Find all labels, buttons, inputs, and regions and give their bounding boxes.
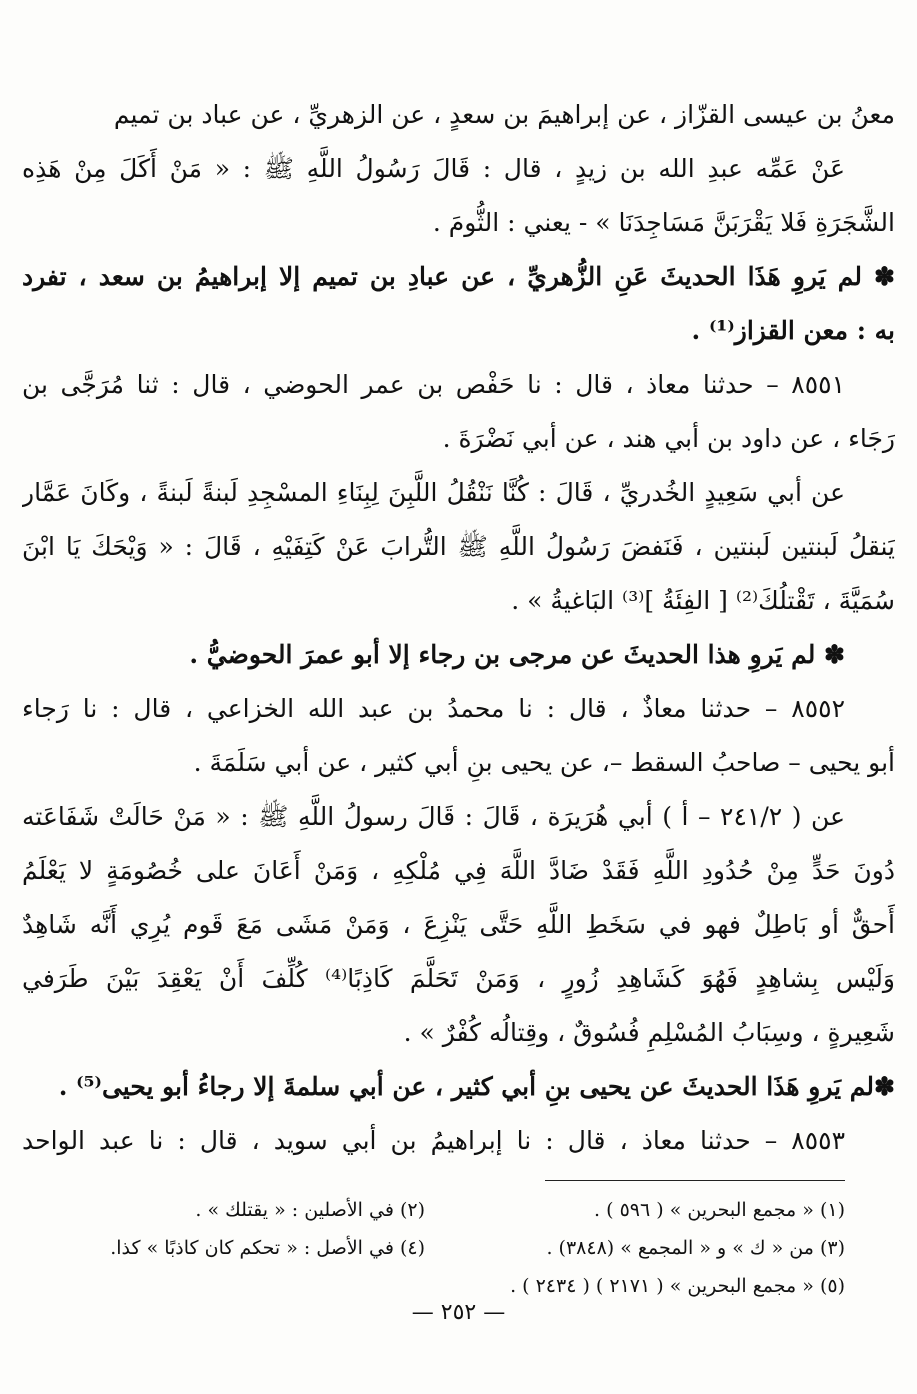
footnote-divider [545, 1180, 845, 1181]
footnote: (٥) « مجمع البحرين » ( ٢١٧١ ) ( ٢٤٣٤ ) . [510, 1275, 845, 1297]
text-line: معنُ بن عيسى القزّاز ، عن إبراهيمَ بن سعدٍ ، عن الزهريِّ ، عن عباد بن تميم [113, 100, 895, 129]
footnote: (٤) في الأصل : « تحكم كان كاذبًا » كذا. [110, 1237, 425, 1259]
text-line: أبو يحيى – صاحبُ السقط –، عن يحيى بنِ أبي كثير ، عن أبي سَلَمَةَ . [193, 748, 895, 777]
text-line: رَجَاء ، عن داود بن أبي هند ، عن أبي نَضْرَةَ . [442, 424, 895, 453]
main-text [22, 88, 895, 1168]
text-line: وَلَيْس بِشاهِدٍ فَهُوَ كَشَاهِدِ زُورٍ ، وَمَنْ تَحَلَّمَ كَاذِبًا⁽⁴⁾ كُلِّفَ أَنْ يَعْقِدَ بَيْنَ طَرَفي [22, 964, 895, 993]
text-line: عن أبي سَعِيدٍ الخُدريِّ ، قَالَ : كُنَّا نَنْقُلُ اللَّبِنَ لِبِنَاءِ المسْجِدِ لَبنةً لَبنةً ، وكَانَ عَمَّار [22, 478, 845, 507]
footnote-row [22, 1229, 895, 1267]
page-number: — ٢٥٢ — [411, 1300, 506, 1325]
text-line: عَنْ عَمِّه عبدِ الله بن زيدٍ ، قال : قَالَ رَسُولُ اللَّهِ ﷺ : « مَنْ أَكَلَ مِنْ هَذِه [22, 154, 845, 183]
text-line: ٨٥٥١ – حدثنا معاذ ، قال : نا حَفْص بن عمر الحوضي ، قال : ثنا مُرَجَّى بن [22, 370, 845, 399]
text-line: ٨٥٥٢ – حدثنا معاذٌ ، قال : نا محمدُ بن عبد الله الخزاعي ، قال : نا رَجاء [22, 694, 845, 723]
footnote-row [22, 1191, 895, 1229]
text-line: ✽ لم يَروِ هذا الحديثَ عن مرجى بن رجاء إلا أبو عمرَ الحوضيُّ . [189, 640, 845, 669]
text-line: أَحقٌّ أو بَاطِلٌ فهو في سَخَطِ اللَّهِ حَتَّى يَنْزِعَ ، وَمَنْ مَشَى مَعَ قَوم يُرِي أَنَّه شَاهِدٌ [22, 910, 895, 939]
footnote: (٣) من « ك » و « المجمع » (٣٨٤٨) . [546, 1237, 845, 1259]
text-line: ✽ لم يَروِ هَذَا الحديثَ عَنِ الزُّهريِّ ، عن عبادِ بن تميم إلا إبراهيمُ بن سعد ، تفرد [22, 262, 895, 291]
text-line: ٨٥٥٣ – حدثنا معاذ ، قال : نا إبراهيمُ بن أبي سويد ، قال : نا عبد الواحد [22, 1126, 845, 1155]
text-line: يَنقلُ لَبنتين لَبنتين ، فَنَفضَ رَسُولُ اللَّهِ ﷺ التُّرابَ عَنْ كَتِفَيْهِ ، قَالَ : « وَيْحَكَ يَا ابْنَ [22, 532, 895, 561]
footnote: (٢) في الأصلين : « يقتلك » . [195, 1199, 425, 1221]
text-line: ✽لم يَروِ هَذَا الحديثَ عن يحيى بنِ أبي كثير ، عن أبي سلمةَ إلا رجاءُ أبو يحيى⁽⁵⁾ . [58, 1072, 895, 1101]
text-line: شَعِيرةٍ ، وسِبَابُ المُسْلِمِ فُسُوقٌ ، وقِتالُه كُفْرٌ » . [403, 1018, 895, 1047]
footnotes [22, 1191, 895, 1305]
text-line: الشَّجَرَةِ فَلا يَقْرَبَنَّ مَسَاجِدَنَا » - يعني : الثُّومَ . [432, 208, 895, 237]
text-line: به : معن القزاز⁽¹⁾ . [691, 316, 895, 345]
footnote: (١) « مجمع البحرين » ( ٥٩٦ ) . [594, 1199, 845, 1221]
text-line: عن ( ٢٤١/٢ – أ ) أبي هُرَيرَة ، قَالَ : قَالَ رسولُ اللَّهِ ﷺ : « مَنْ حَالَتْ شَفَاعَته [22, 802, 845, 831]
text-line: سُمَيَّةَ ، تَقْتلُكَ⁽²⁾ [ الفِئَةُ ]⁽³⁾ البَاغيةُ » . [511, 586, 895, 615]
text-line: دُونَ حَدٍّ مِنْ حُدُودِ اللَّهِ فَقَدْ ضَادَّ اللَّهَ فِي مُلْكِهِ ، وَمَنْ أَعَانَ على خُصُومَةٍ لا يَعْلَمُ [22, 856, 895, 885]
